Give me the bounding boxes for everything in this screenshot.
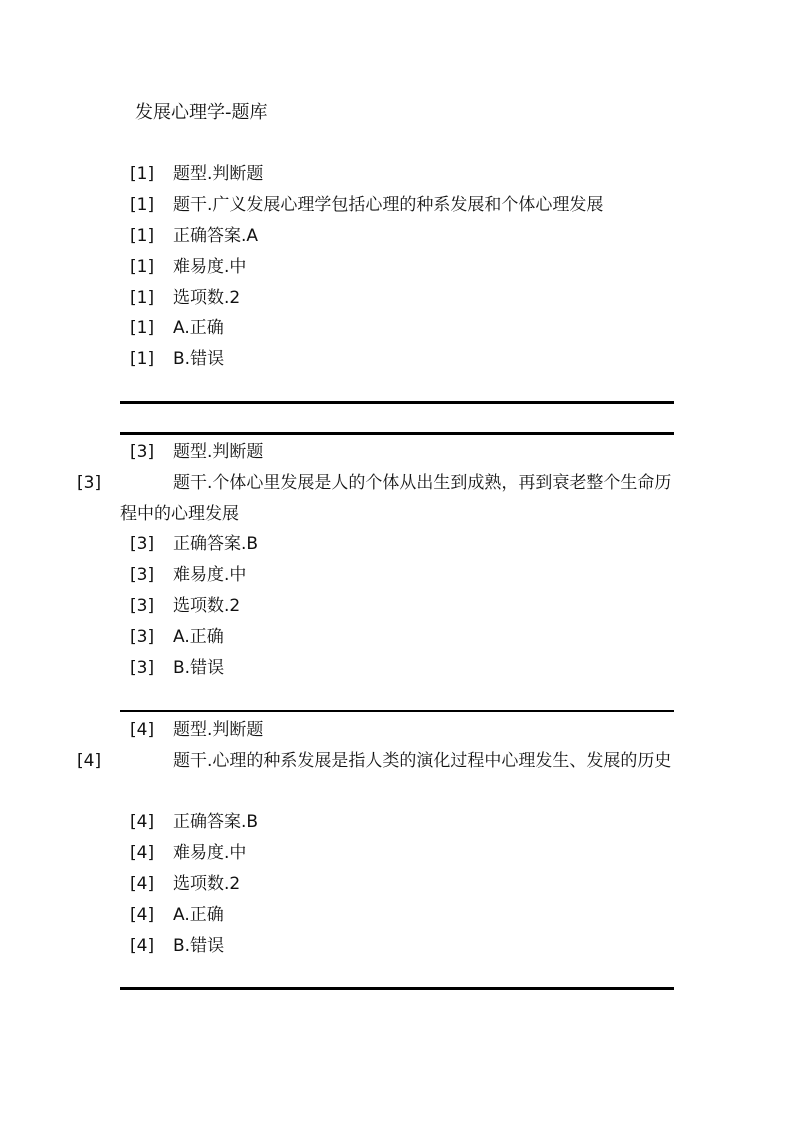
separator-rule: [120, 987, 674, 990]
q3-option-count: 选项数.2: [173, 596, 241, 616]
q3-number: [3]: [130, 442, 155, 462]
q3-stem: 题干.个体心里发展是人的个体从出生到成熟，再到衰老整个生命历程中的心理发展: [120, 473, 672, 524]
q3-number: [3]: [130, 534, 155, 554]
separator-rule: [120, 710, 674, 712]
q1-number: [1]: [130, 257, 155, 277]
q4-stem-line: [77, 746, 674, 777]
q3-difficulty: 难易度.中: [173, 565, 247, 585]
separator-rule: [120, 432, 674, 435]
q4-option-a: A.正确: [173, 905, 224, 925]
q4-number: [4]: [130, 905, 155, 925]
q3-number: [3]: [130, 658, 155, 678]
q3-stem-line: [77, 468, 674, 530]
q1-option-a: A.正确: [173, 318, 224, 338]
q3-option-a: A.正确: [173, 627, 224, 647]
q1-number: [1]: [130, 288, 155, 308]
q1-stem: 题干.广义发展心理学包括心理的种系发展和个体心理发展: [173, 195, 604, 215]
q3-type: 题型.判断题: [173, 442, 264, 462]
q4-answer: 正确答案.B: [173, 812, 259, 832]
q4-number: [4]: [77, 751, 102, 771]
q1-difficulty: 难易度.中: [173, 257, 247, 277]
q3-number: [3]: [130, 627, 155, 647]
q1-number: [1]: [130, 226, 155, 246]
q4-stem: 题干.心理的种系发展是指人类的演化过程中心理发生、发展的历史: [173, 751, 672, 771]
q1-number: [1]: [130, 164, 155, 184]
q4-number: [4]: [130, 874, 155, 894]
q1-number: [1]: [130, 195, 155, 215]
q1-answer: 正确答案.A: [173, 226, 259, 246]
q4-type: 题型.判断题: [173, 720, 264, 740]
separator-rule: [120, 401, 674, 404]
q1-number: [1]: [130, 349, 155, 369]
q4-number: [4]: [130, 812, 155, 832]
q3-number: [3]: [130, 565, 155, 585]
q4-number: [4]: [130, 843, 155, 863]
q3-answer: 正确答案.B: [173, 534, 259, 554]
q1-type: 题型.判断题: [173, 164, 264, 184]
q1-number: [1]: [130, 318, 155, 338]
q1-option-count: 选项数.2: [173, 288, 241, 308]
q4-number: [4]: [130, 936, 155, 956]
q4-number: [4]: [130, 720, 155, 740]
q1-option-b: B.错误: [173, 349, 225, 369]
q4-option-b: B.错误: [173, 936, 225, 956]
q3-number: [3]: [77, 473, 102, 493]
q4-difficulty: 难易度.中: [173, 843, 247, 863]
q4-option-count: 选项数.2: [173, 874, 241, 894]
q3-option-b: B.错误: [173, 658, 225, 678]
q3-number: [3]: [130, 596, 155, 616]
document-title: 发展心理学-题库: [135, 102, 268, 123]
